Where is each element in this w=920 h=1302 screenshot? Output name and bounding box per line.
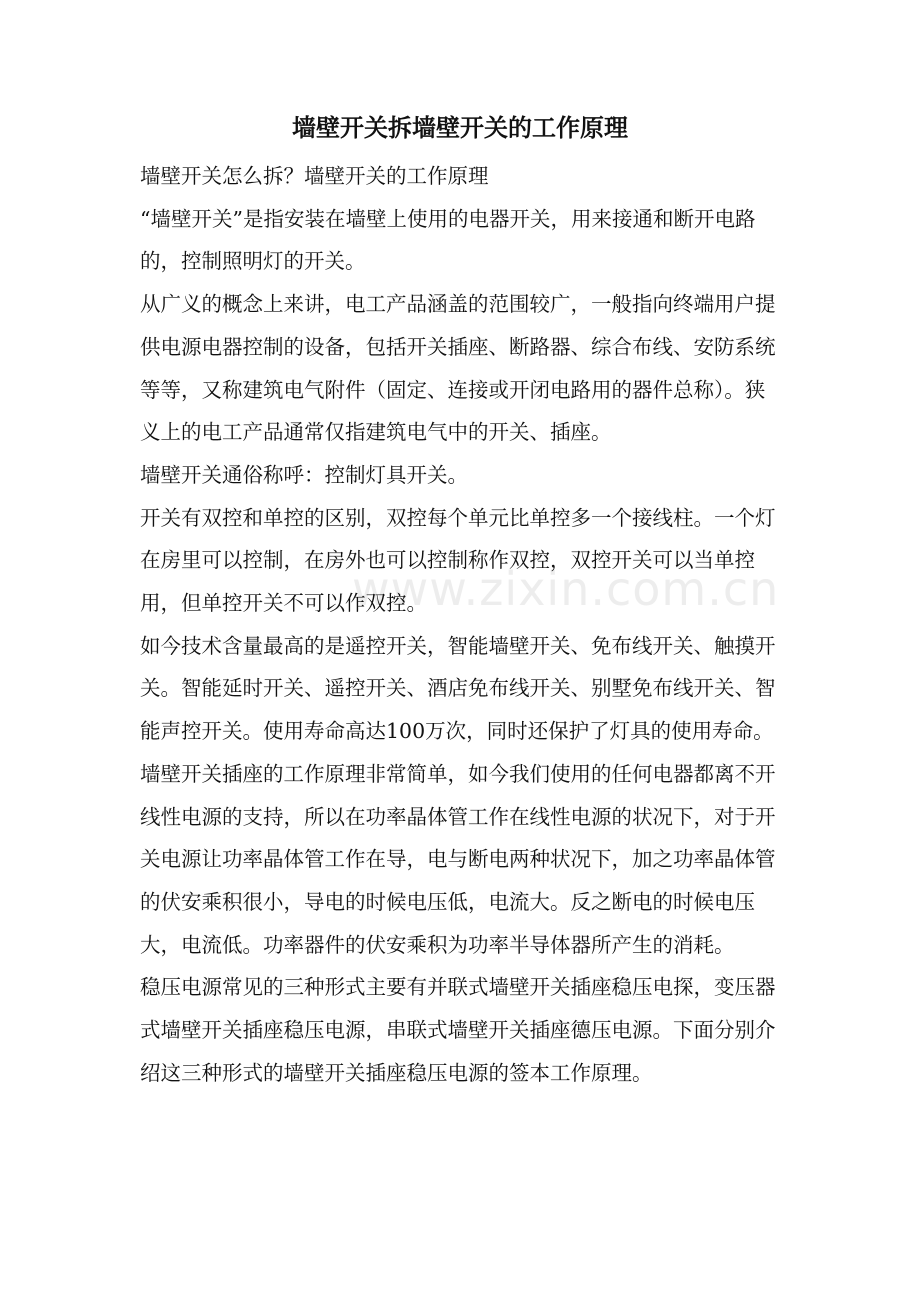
document-title: 墙壁开关拆墙壁开关的工作原理 (292, 113, 628, 142)
paragraph: 墙壁开关通俗称呼：控制灯具开关。 (140, 462, 468, 487)
paragraph: 墙壁开关插座的工作原理非常简单，如今我们使用的任何电器都离不开线性电源的支持，所以在功率晶体管工作在线性电源的状况下，对于开关电源让功率晶体管工作在导，电与断电两种状况下，加之功率晶体管的伏安乘积很小，导电的时候电压低，电流大。反之断电的时候电压大，电流低。功率器件的伏安乘积为功率半导体器所产生的消耗。 (140, 761, 776, 957)
paragraph: 如今技术含量最高的是遥控开关，智能墙壁开关、免布线开关、触摸开关。智能延时开关、遥控开关、酒店免布线开关、别墅免布线开关、智能声控开关。使用寿命高达100万次，同时还保护了灯具的使用寿命。 (140, 633, 776, 744)
document-body (140, 155, 780, 1094)
paragraph: 墙壁开关怎么拆？墙壁开关的工作原理 (140, 164, 489, 188)
paragraph: “墙壁开关”是指安装在墙壁上使用的电器开关，用来接通和断开电路的，控制照明灯的开关。 (140, 206, 756, 274)
paragraph: 从广义的概念上来讲，电工产品涵盖的范围较广，一般指向终端用户提供电源电器控制的设备，包括开关插座、断路器、综合布线、安防系统等等，又称建筑电气附件（固定、连接或开闭电路用的器件总称）。狭义上的电工产品通常仅指建筑电气中的开关、插座。 (140, 292, 776, 445)
paragraph: 稳压电源常见的三种形式主要有并联式墙壁开关插座稳压电探，变压器式墙壁开关插座稳压电源，串联式墙壁开关插座德压电源。下面分别介绍这三种形式的墙壁开关插座稳压电源的签本工作原理。 (140, 975, 776, 1085)
paragraph: 开关有双控和单控的区别，双控每个单元比单控多一个接线柱。一个灯在房里可以控制，在房外也可以控制称作双控，双控开关可以当单控用，但单控开关不可以作双控。 (140, 505, 776, 616)
watermark-text: www.zixin.com.cn (352, 562, 780, 616)
